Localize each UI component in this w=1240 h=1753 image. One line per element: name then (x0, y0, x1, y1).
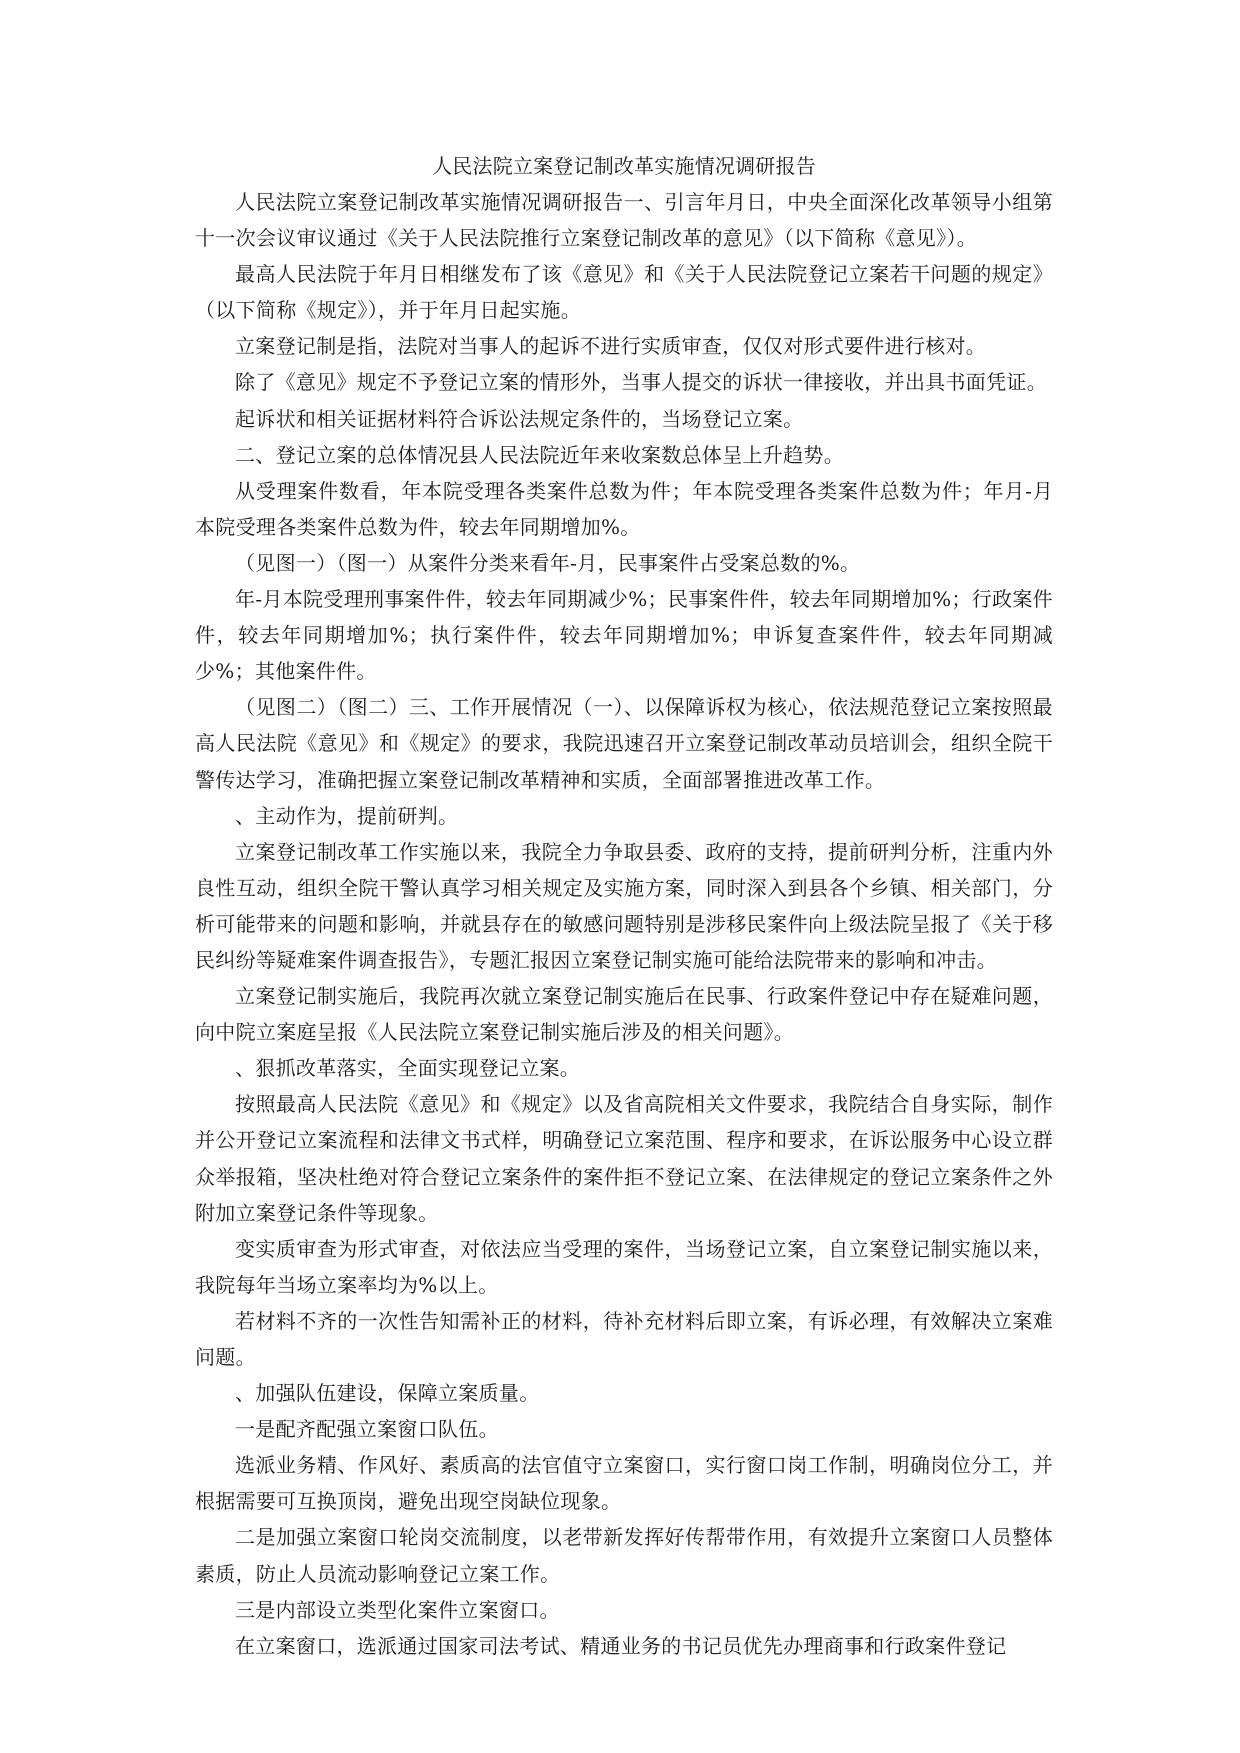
subsection-heading: 、主动作为，提前研判。 (235, 803, 459, 828)
paragraph: 按照最高人民法院《意见》和《规定》以及省高院相关文件要求，我院结合自身实际，制作并公开登记立案流程和法律文书式样，明确登记立案范围、程序和要求，在诉讼服务中心设立群众举报箱，坚决杜绝对符合登记立案条件的案件拒不登记立案、在法律规定的登记立案条件之外附加立案登记条件等现象。 (195, 1092, 1053, 1225)
paragraph: 年-月本院受理刑事案件件，较去年同期减少%；民事案件件，较去年同期增加%；行政案件件，较去年同期增加%；执行案件件，较去年同期增加%；申诉复查案件件，较去年同期减少%；其他案件件。 (195, 587, 1053, 684)
section-heading: 二、登记立案的总体情况县人民法院近年来收案数总体呈上升趋势。 (235, 442, 844, 467)
paragraph: 立案登记制是指，法院对当事人的起诉不进行实质审查，仅仅对形式要件进行核对。 (235, 334, 987, 359)
paragraph: 三是内部设立类型化案件立案窗口。 (235, 1597, 560, 1622)
paragraph: 除了《意见》规定不予登记立案的情形外，当事人提交的诉状一律接收，并出具书面凭证。 (235, 370, 1047, 395)
document-title: 人民法院立案登记制改革实施情况调研报告 (432, 154, 816, 178)
paragraph: 若材料不齐的一次性告知需补正的材料，待补充材料后即立案，有诉必理，有效解决立案难问题。 (195, 1308, 1053, 1369)
paragraph: 二是加强立案窗口轮岗交流制度，以老带新发挥好传帮带作用，有效提升立案窗口人员整体素质，防止人员流动影响登记立案工作。 (195, 1525, 1053, 1586)
paragraph: 起诉状和相关证据材料符合诉讼法规定条件的，当场登记立案。 (235, 406, 804, 431)
paragraph: 在立案窗口，选派通过国家司法考试、精通业务的书记员优先办理商事和行政案件登记 (235, 1633, 1007, 1658)
paragraph: 立案登记制改革工作实施以来，我院全力争取县委、政府的支持，提前研判分析，注重内外良性互动，组织全院干警认真学习相关规定及实施方案，同时深入到县各个乡镇、相关部门，分析可能带来的问题和影响，并就县存在的敏感问题特别是涉移民案件向上级法院呈报了《关于移民纠纷等疑难案件调查报告》，专题汇报因立案登记制实施可能给法院带来的影响和冲击。 (195, 839, 1053, 972)
subsection-heading: 、加强队伍建设，保障立案质量。 (235, 1381, 540, 1406)
paragraph: （见图一）（图一）从案件分类来看年-月，民事案件占受案总数的%。 (235, 550, 861, 575)
paragraph: （见图二）（图二）三、工作开展情况（一）、以保障诉权为核心，依法规范登记立案按照最高人民法院《意见》和《规定》的要求，我院迅速召开立案登记制改革动员培训会，组织全院干警传达学习，准确把握立案登记制改革精神和实质，全面部署推进改革工作。 (195, 695, 1053, 792)
subsection-heading: 、狠抓改革落实，全面实现登记立案。 (235, 1056, 581, 1081)
document-body (195, 148, 1053, 1664)
paragraph: 从受理案件数看，年本院受理各类案件总数为件；年本院受理各类案件总数为件；年月-月本院受理各类案件总数为件，较去年同期增加%。 (195, 478, 1053, 539)
paragraph: 人民法院立案登记制改革实施情况调研报告一、引言年月日，中央全面深化改革领导小组第十一次会议审议通过《关于人民法院推行立案登记制改革的意见》（以下简称《意见》）。 (195, 190, 1053, 251)
paragraph: 一是配齐配强立案窗口队伍。 (235, 1417, 499, 1442)
paragraph: 变实质审查为形式审查，对依法应当受理的案件，当场登记立案，自立案登记制实施以来，我院每年当场立案率均为%以上。 (195, 1236, 1053, 1297)
paragraph: 立案登记制实施后，我院再次就立案登记制实施后在民事、行政案件登记中存在疑难问题，向中院立案庭呈报《人民法院立案登记制实施后涉及的相关问题》。 (195, 984, 1053, 1045)
paragraph: 选派业务精、作风好、素质高的法官值守立案窗口，实行窗口岗工作制，明确岗位分工，并根据需要可互换顶岗，避免出现空岗缺位现象。 (195, 1453, 1053, 1514)
paragraph: 最高人民法院于年月日相继发布了该《意见》和《关于人民法院登记立案若干问题的规定》（以下简称《规定》），并于年月日起实施。 (195, 262, 1053, 323)
